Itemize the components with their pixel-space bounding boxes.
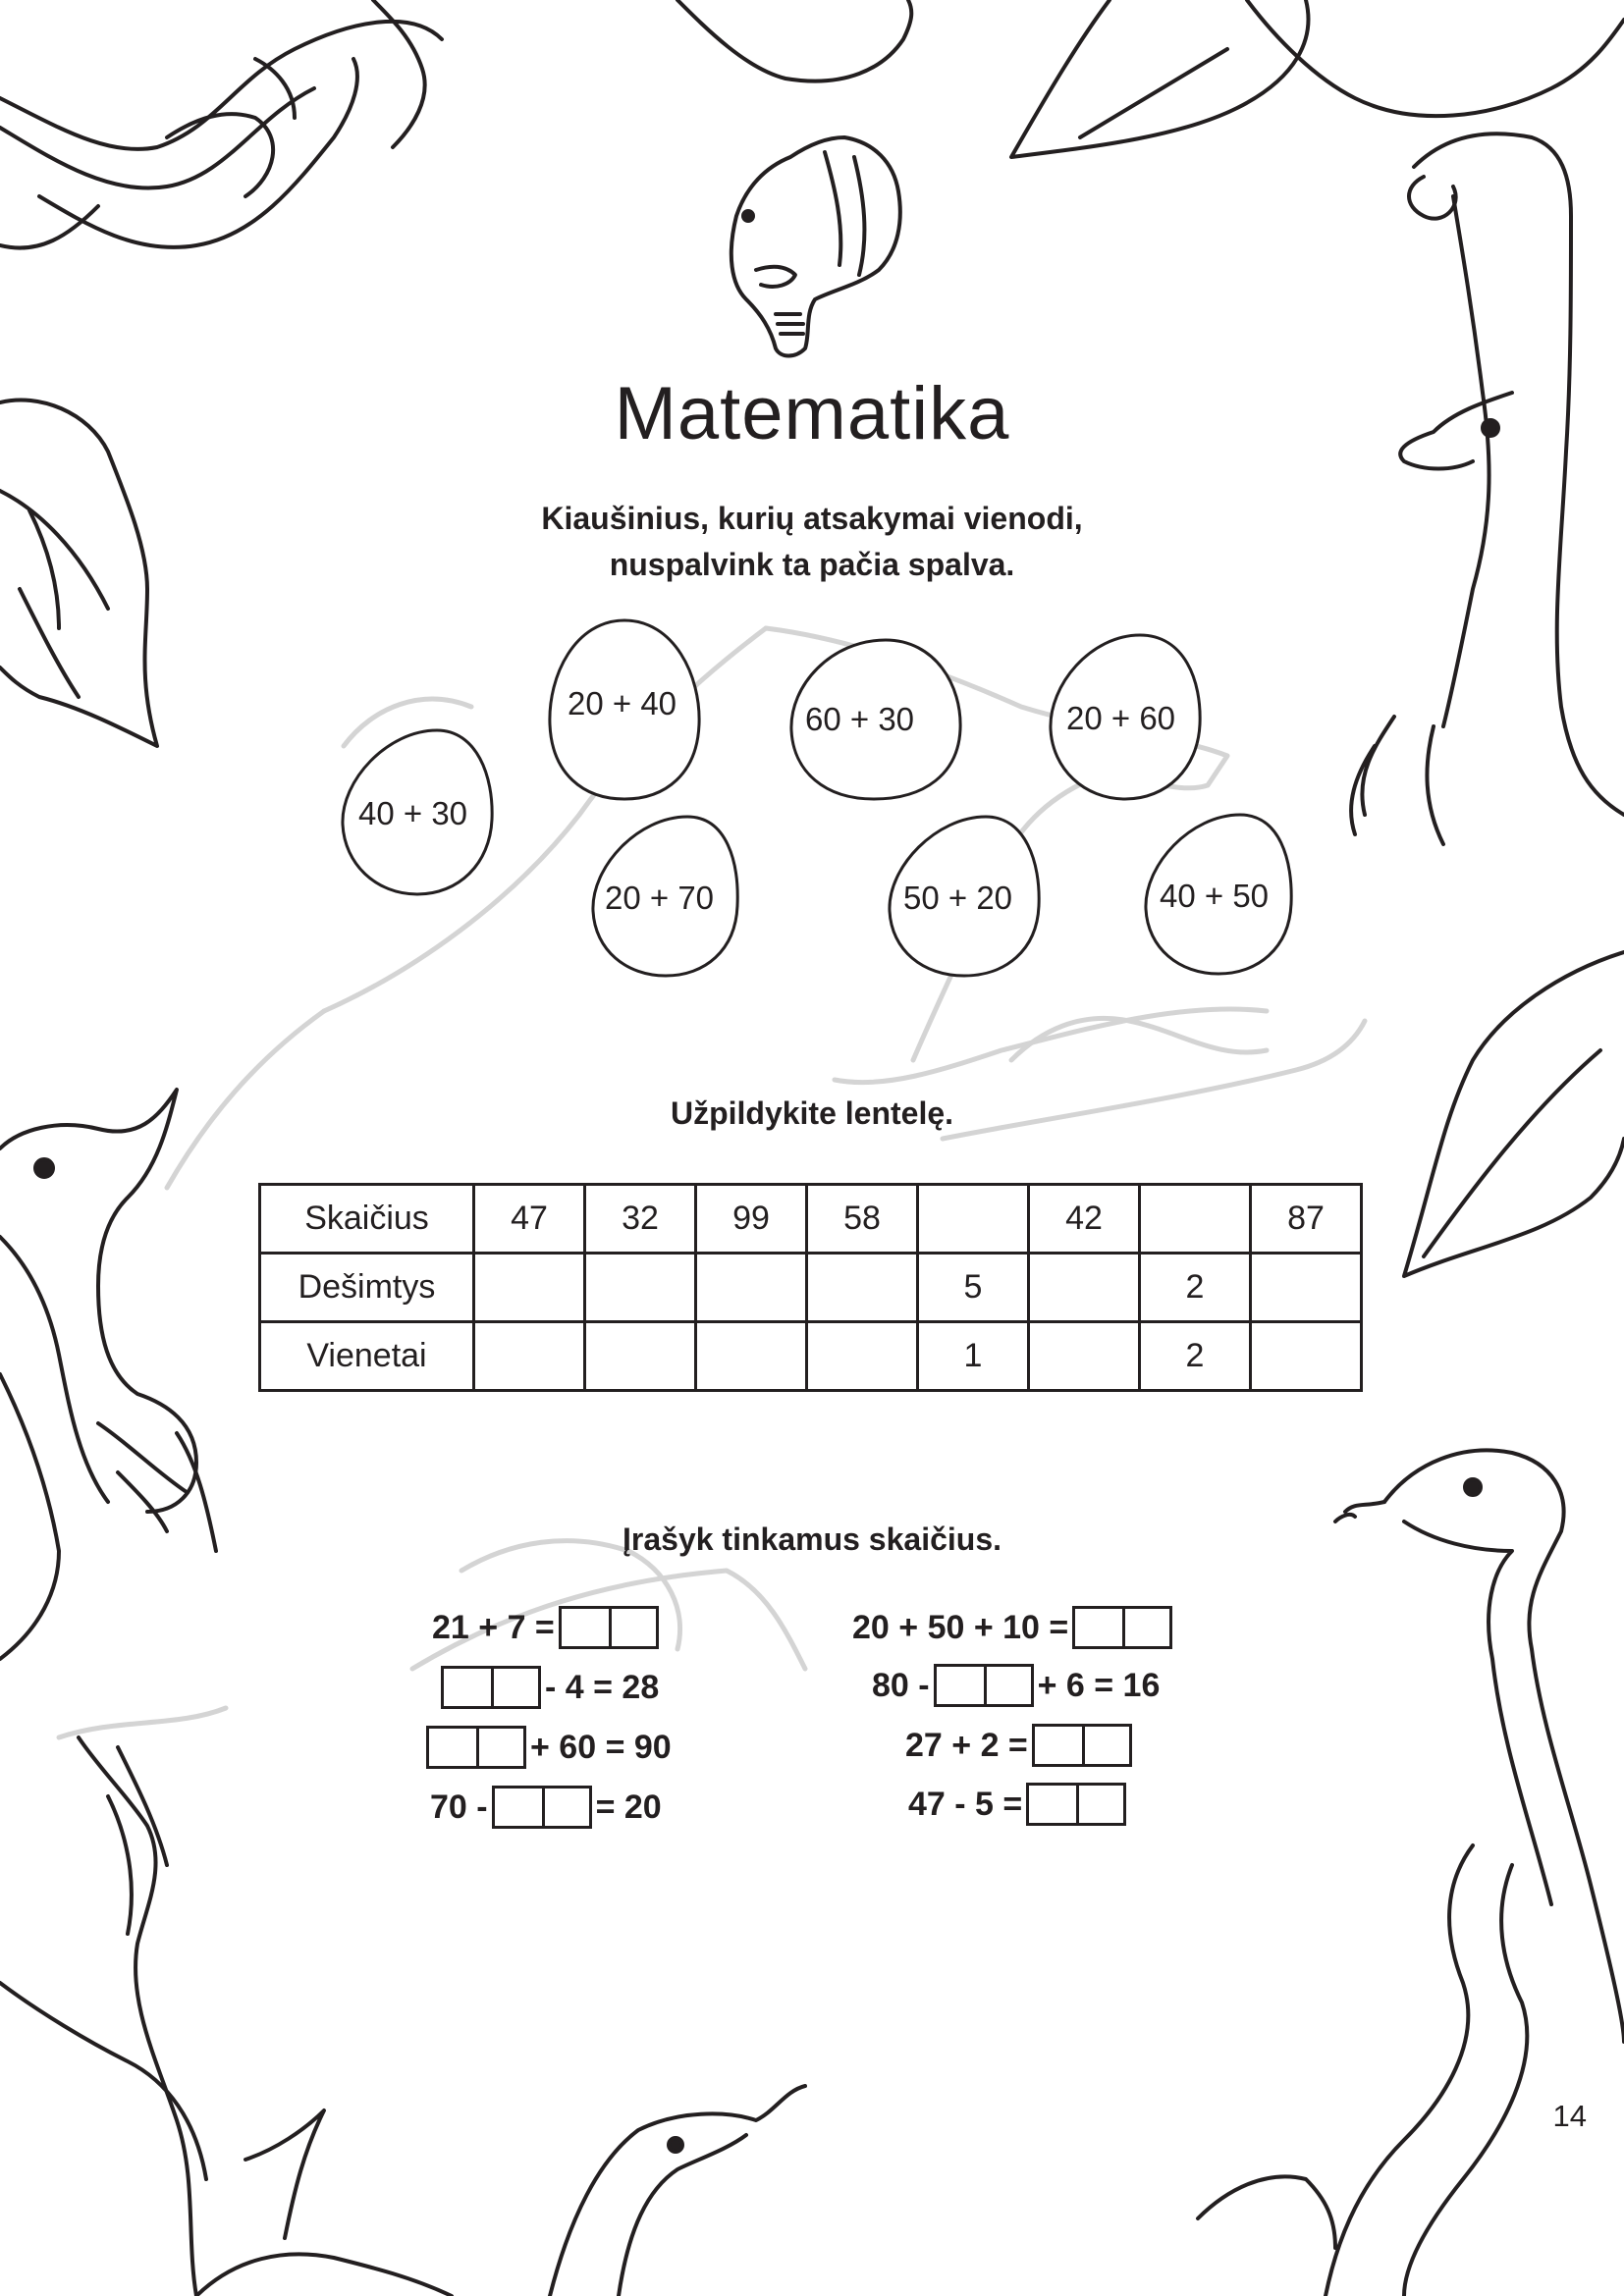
table-cell-blank[interactable] xyxy=(585,1254,696,1322)
table-row-vienetai xyxy=(260,1322,1362,1391)
egg-4[interactable] xyxy=(339,726,496,898)
egg-2-label: 60 + 30 xyxy=(805,701,915,737)
row-header: Skaičius xyxy=(260,1185,474,1254)
dinosaur-left xyxy=(0,1090,216,1659)
table-cell: 47 xyxy=(474,1185,585,1254)
vine-top-left xyxy=(0,0,442,248)
equation-left-3 xyxy=(422,1723,672,1772)
row-header: Vienetai xyxy=(260,1322,474,1391)
table-cell-blank[interactable] xyxy=(474,1254,585,1322)
equation-text: = 20 xyxy=(595,1788,662,1826)
equation-text: - 4 = 28 xyxy=(545,1668,660,1706)
egg-1[interactable] xyxy=(546,616,703,803)
table-cell-blank[interactable] xyxy=(696,1322,807,1391)
table-row-skaicius xyxy=(260,1185,1362,1254)
table-row-desimtys xyxy=(260,1254,1362,1322)
leaf-top-center xyxy=(677,0,911,81)
table-cell: 32 xyxy=(585,1185,696,1254)
egg-5[interactable] xyxy=(589,813,741,980)
table-cell-blank[interactable] xyxy=(1029,1254,1140,1322)
leaf-top-right xyxy=(1011,0,1624,157)
equation-text: + 6 = 16 xyxy=(1037,1666,1161,1704)
equation-text: 80 - xyxy=(872,1666,930,1704)
equation-text: 20 + 50 + 10 = xyxy=(852,1608,1069,1646)
egg-1-label: 20 + 40 xyxy=(568,685,677,721)
answer-box[interactable] xyxy=(1072,1606,1172,1649)
equation-left-4 xyxy=(430,1783,662,1832)
table-cell: 58 xyxy=(807,1185,918,1254)
table-cell: 42 xyxy=(1029,1185,1140,1254)
answer-box[interactable] xyxy=(1032,1724,1132,1767)
page-number: 14 xyxy=(1552,2099,1587,2133)
table-cell: 5 xyxy=(918,1254,1029,1322)
table-cell-blank[interactable] xyxy=(1140,1185,1251,1254)
answer-box[interactable] xyxy=(559,1606,659,1649)
egg-6-label: 50 + 20 xyxy=(903,880,1013,916)
equation-text: 47 - 5 = xyxy=(908,1785,1023,1823)
equation-right-4 xyxy=(908,1780,1130,1829)
equation-text: 27 + 2 = xyxy=(905,1726,1028,1764)
egg-6[interactable] xyxy=(886,813,1043,980)
answer-box[interactable] xyxy=(1026,1783,1126,1826)
row-header: Dešimtys xyxy=(260,1254,474,1322)
dinosaur-hanging-right xyxy=(1351,133,1624,844)
table-cell: 2 xyxy=(1140,1254,1251,1322)
egg-3[interactable] xyxy=(1047,631,1204,803)
equation-right-2 xyxy=(872,1661,1160,1710)
snake-bottom xyxy=(550,2086,805,2296)
table-cell-blank[interactable] xyxy=(1029,1322,1140,1391)
equation-left-2 xyxy=(437,1663,659,1712)
table-cell: 1 xyxy=(918,1322,1029,1391)
egg-5-label: 20 + 70 xyxy=(605,880,715,916)
egg-7-label: 40 + 50 xyxy=(1160,878,1270,914)
egg-2[interactable] xyxy=(787,636,966,803)
egg-4-label: 40 + 30 xyxy=(358,795,468,831)
egg-3-label: 20 + 60 xyxy=(1066,700,1176,736)
table-cell-blank[interactable] xyxy=(696,1254,807,1322)
task3-instruction: Įrašyk tinkamus skaičius. xyxy=(623,1522,1001,1557)
equation-right-3 xyxy=(905,1721,1136,1770)
equation-left-1 xyxy=(432,1603,663,1652)
table-cell-blank[interactable] xyxy=(585,1322,696,1391)
table-cell-blank[interactable] xyxy=(918,1185,1029,1254)
table-cell: 99 xyxy=(696,1185,807,1254)
table-cell: 2 xyxy=(1140,1322,1251,1391)
page-title: Matematika xyxy=(614,372,1010,455)
egg-7[interactable] xyxy=(1142,811,1295,978)
task1-instruction-line2: nuspalvink ta pačia spalva. xyxy=(609,547,1015,582)
task2-instruction: Užpildykite lentelę. xyxy=(670,1095,954,1131)
table-cell-blank[interactable] xyxy=(807,1322,918,1391)
snake-right xyxy=(1198,1450,1624,2296)
answer-box[interactable] xyxy=(426,1726,526,1769)
table-cell-blank[interactable] xyxy=(474,1322,585,1391)
answer-box[interactable] xyxy=(492,1786,592,1829)
task1-instruction-line1: Kiaušinius, kurių atsakymai vienodi, xyxy=(541,501,1083,536)
equation-text: 70 - xyxy=(430,1788,488,1826)
table-cell-blank[interactable] xyxy=(807,1254,918,1322)
equation-text: 21 + 7 = xyxy=(432,1608,555,1646)
equation-right-1 xyxy=(852,1603,1176,1652)
table-cell-blank[interactable] xyxy=(1251,1322,1362,1391)
answer-box[interactable] xyxy=(441,1666,541,1709)
elephant-head xyxy=(731,137,900,356)
answer-box[interactable] xyxy=(934,1664,1034,1707)
table-cell-blank[interactable] xyxy=(1251,1254,1362,1322)
place-value-table xyxy=(258,1183,1363,1392)
table-cell: 87 xyxy=(1251,1185,1362,1254)
vine-bottom-left xyxy=(0,1737,452,2296)
equation-text: + 60 = 90 xyxy=(530,1728,672,1766)
